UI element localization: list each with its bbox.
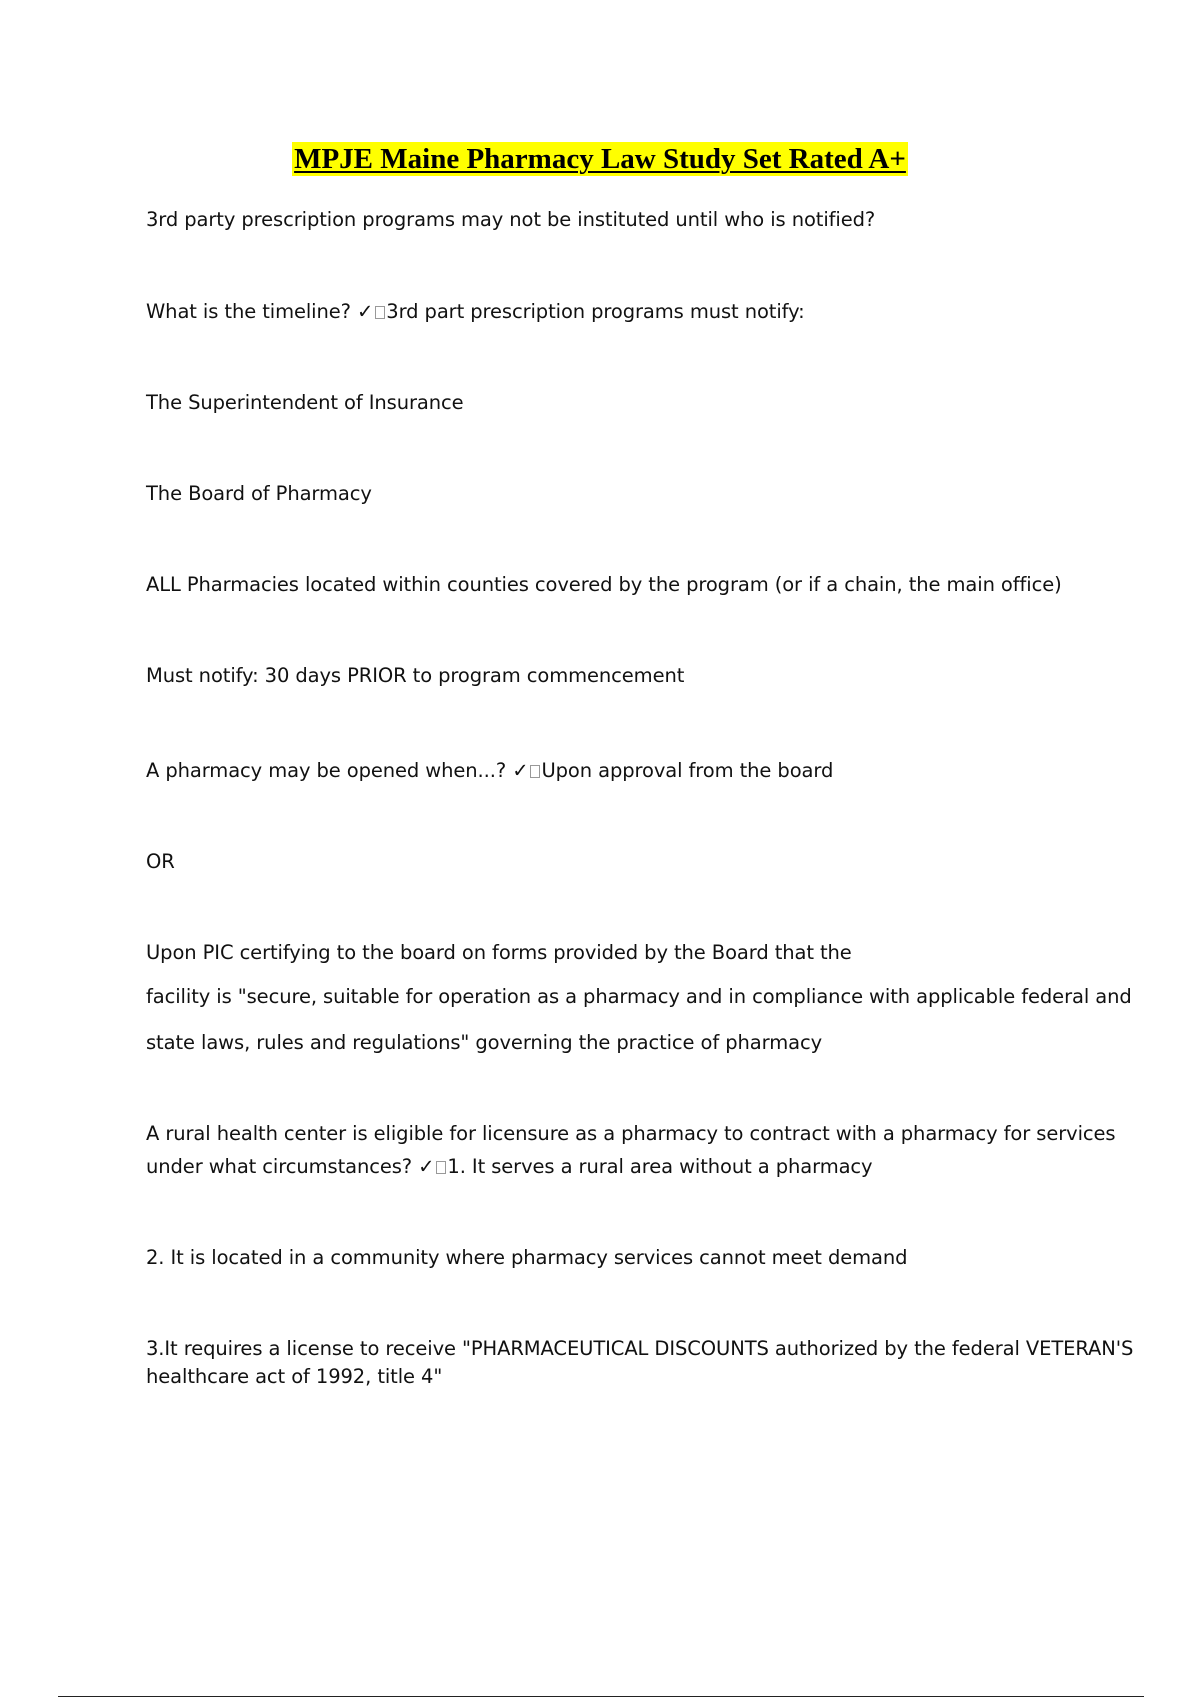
answer-timeline-notify: Must notify: 30 days PRIOR to program commencement [146, 664, 685, 687]
footer-divider [58, 1696, 1144, 1697]
answer-item-superintendent: The Superintendent of Insurance [146, 391, 464, 414]
answer-rural-health-item-3-line-2: healthcare act of 1992, title 4" [146, 1365, 443, 1388]
document-title: MPJE Maine Pharmacy Law Study Set Rated A+ [294, 143, 906, 175]
answer-rural-health-item-2: 2. It is located in a community where pharmacy services cannot meet demand [146, 1246, 908, 1269]
question-timeline-text: What is the timeline? [146, 300, 351, 323]
question-third-party-programs: 3rd party prescription programs may not be instituted until who is notified? [146, 208, 876, 231]
answer-item-board: The Board of Pharmacy [146, 482, 372, 505]
question-rural-health-text: under what circumstances? [146, 1155, 413, 1178]
answer-pharmacy-opened-text: Upon approval from the board [541, 759, 834, 782]
checkbox-glyph-icon [530, 765, 540, 778]
question-pharmacy-opened [146, 759, 833, 783]
answer-pic-line-3: state laws, rules and regulations" governing the practice of pharmacy [146, 1031, 823, 1054]
check-icon: ✓ [418, 1155, 435, 1178]
question-rural-health-line-2 [146, 1155, 873, 1179]
answer-or: OR [146, 850, 175, 873]
checkbox-glyph-icon [436, 1161, 446, 1174]
check-icon: ✓ [512, 759, 529, 782]
answer-pic-line-1: Upon PIC certifying to the board on forms provided by the Board that the [146, 941, 852, 964]
question-rural-health-line-1: A rural health center is eligible for licensure as a pharmacy to contract with a pharmacy for services [146, 1122, 1116, 1145]
title-container [0, 142, 1200, 176]
question-timeline [146, 300, 805, 324]
check-icon: ✓ [357, 300, 374, 323]
answer-rural-health-item-1: 1. It serves a rural area without a pharmacy [447, 1155, 873, 1178]
question-pharmacy-opened-text: A pharmacy may be opened when...? [146, 759, 507, 782]
answer-pic-line-2: facility is "secure, suitable for operation as a pharmacy and in compliance with applicable federal and [146, 985, 1132, 1008]
answer-item-pharmacies: ALL Pharmacies located within counties covered by the program (or if a chain, the main office) [146, 573, 1062, 596]
checkbox-glyph-icon [375, 306, 385, 319]
answer-rural-health-item-3-line-1: 3.It requires a license to receive "PHARMACEUTICAL DISCOUNTS authorized by the federal VETERAN'S [146, 1337, 1134, 1360]
answer-timeline-text: 3rd part prescription programs must notify: [386, 300, 805, 323]
